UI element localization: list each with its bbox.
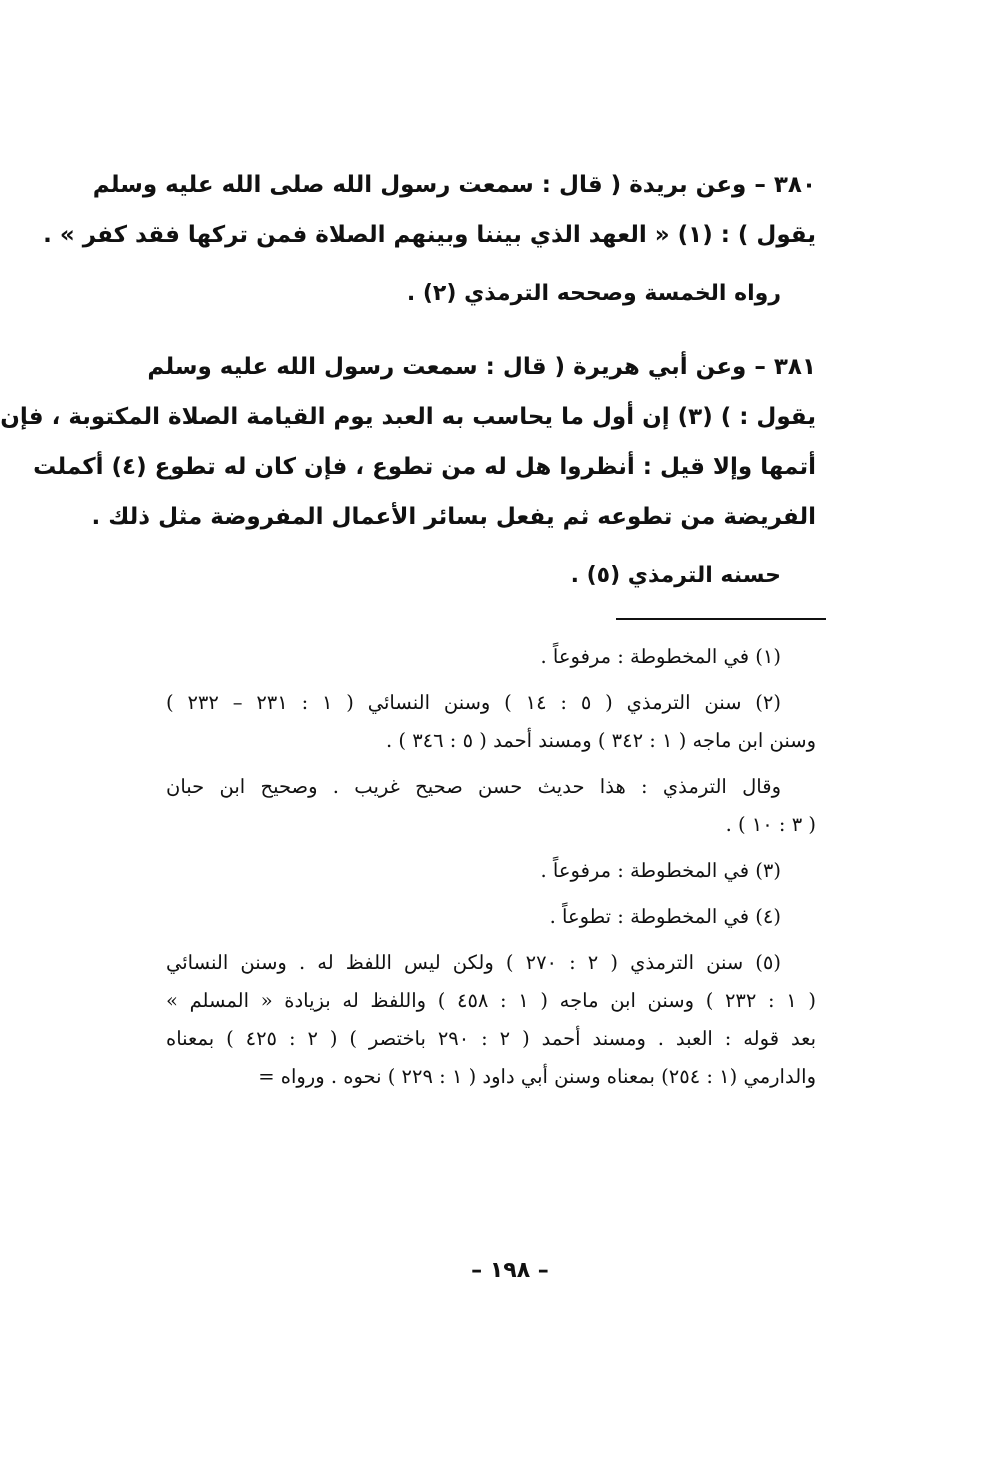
footnote-5-line-3: بعد قوله : العبد . ومسند أحمد ( ٢ : ٢٩٠ باختصر ) ( ٢ : ٤٢٥ ) بمعناه <box>166 1027 817 1050</box>
footnote-1 <box>166 638 816 676</box>
footnote-2b-line-2: ( ٣ : ١٠ ) . <box>725 813 816 836</box>
footnote-3 <box>166 852 816 890</box>
footnote-2-continued <box>166 768 816 844</box>
footnote-divider <box>616 618 826 620</box>
footnote-5-line-4: والدارمي (١ : ٢٥٤) بمعناه وسنن أبي داود ( ١ : ٢٢٩ ) نحوه . ورواه = <box>258 1065 816 1088</box>
footnote-2b-line-1: وقال الترمذي : هذا حديث حسن صحيح غريب . وصحيح ابن حبان <box>166 775 781 798</box>
footnotes <box>166 638 816 1096</box>
footnote-5-line-2: ( ١ : ٢٣٢ ) وسنن ابن ماجه ( ١ : ٤٥٨ ) واللفظ له بزيادة « المسلم » <box>166 989 816 1012</box>
footnote-1-line-1: (١) في المخطوطة : مرفوعاً . <box>540 645 781 668</box>
footnote-4 <box>166 898 816 936</box>
footnote-3-line-1: (٣) في المخطوطة : مرفوعاً . <box>540 859 781 882</box>
hadith-381-line-4: الفريضة من تطوعه ثم يفعل بسائر الأعمال المفروضة مثل ذلك . <box>91 504 816 530</box>
footnote-5-line-1: (٥) سنن الترمذي ( ٢ : ٢٧٠ ) ولكن ليس اللفظ له . وسنن النسائي <box>166 951 782 974</box>
hadith-380-line-1: ٣٨٠ – وعن بريدة ( قال : سمعت رسول الله صلى الله عليه وسلم <box>92 172 816 198</box>
footnote-2 <box>166 684 816 760</box>
page-number: – ١٩٨ – <box>471 1258 549 1283</box>
hadith-381-line-1: ٣٨١ – وعن أبي هريرة ( قال : سمعت رسول الله عليه وسلم <box>147 354 816 380</box>
hadith-381-source: حسنه الترمذي (٥) . <box>570 563 781 588</box>
hadith-381-line-3: أتمها وإلا قيل : أنظروا هل له من تطوع ، فإن كان له تطوع (٤) أكملت <box>33 454 816 480</box>
hadith-381-line-2: يقول : ) (٣) إن أول ما يحاسب به العبد يوم القيامة الصلاة المكتوبة ، فإن <box>0 404 816 430</box>
hadith-380-line-2: يقول ) : (١) « العهد الذي بيننا وبينهم الصلاة فمن تركها فقد كفر » . <box>43 222 816 248</box>
footnote-4-line-1: (٤) في المخطوطة : تطوعاً . <box>549 905 781 928</box>
hadith-381 <box>0 342 816 596</box>
hadith-380 <box>43 160 816 314</box>
footnote-2-line-1: (٢) سنن الترمذي ( ٥ : ١٤ ) وسنن النسائي ( ١ : ٢٣١ – ٢٣٢ ) <box>166 691 781 714</box>
hadith-380-source: رواه الخمسة وصححه الترمذي (٢) . <box>406 281 781 306</box>
footnote-2-line-2: وسنن ابن ماجه ( ١ : ٣٤٢ ) ومسند أحمد ( ٥ : ٣٤٦ ) . <box>385 729 816 752</box>
page-body <box>0 160 817 1096</box>
footnote-5 <box>166 944 816 1096</box>
